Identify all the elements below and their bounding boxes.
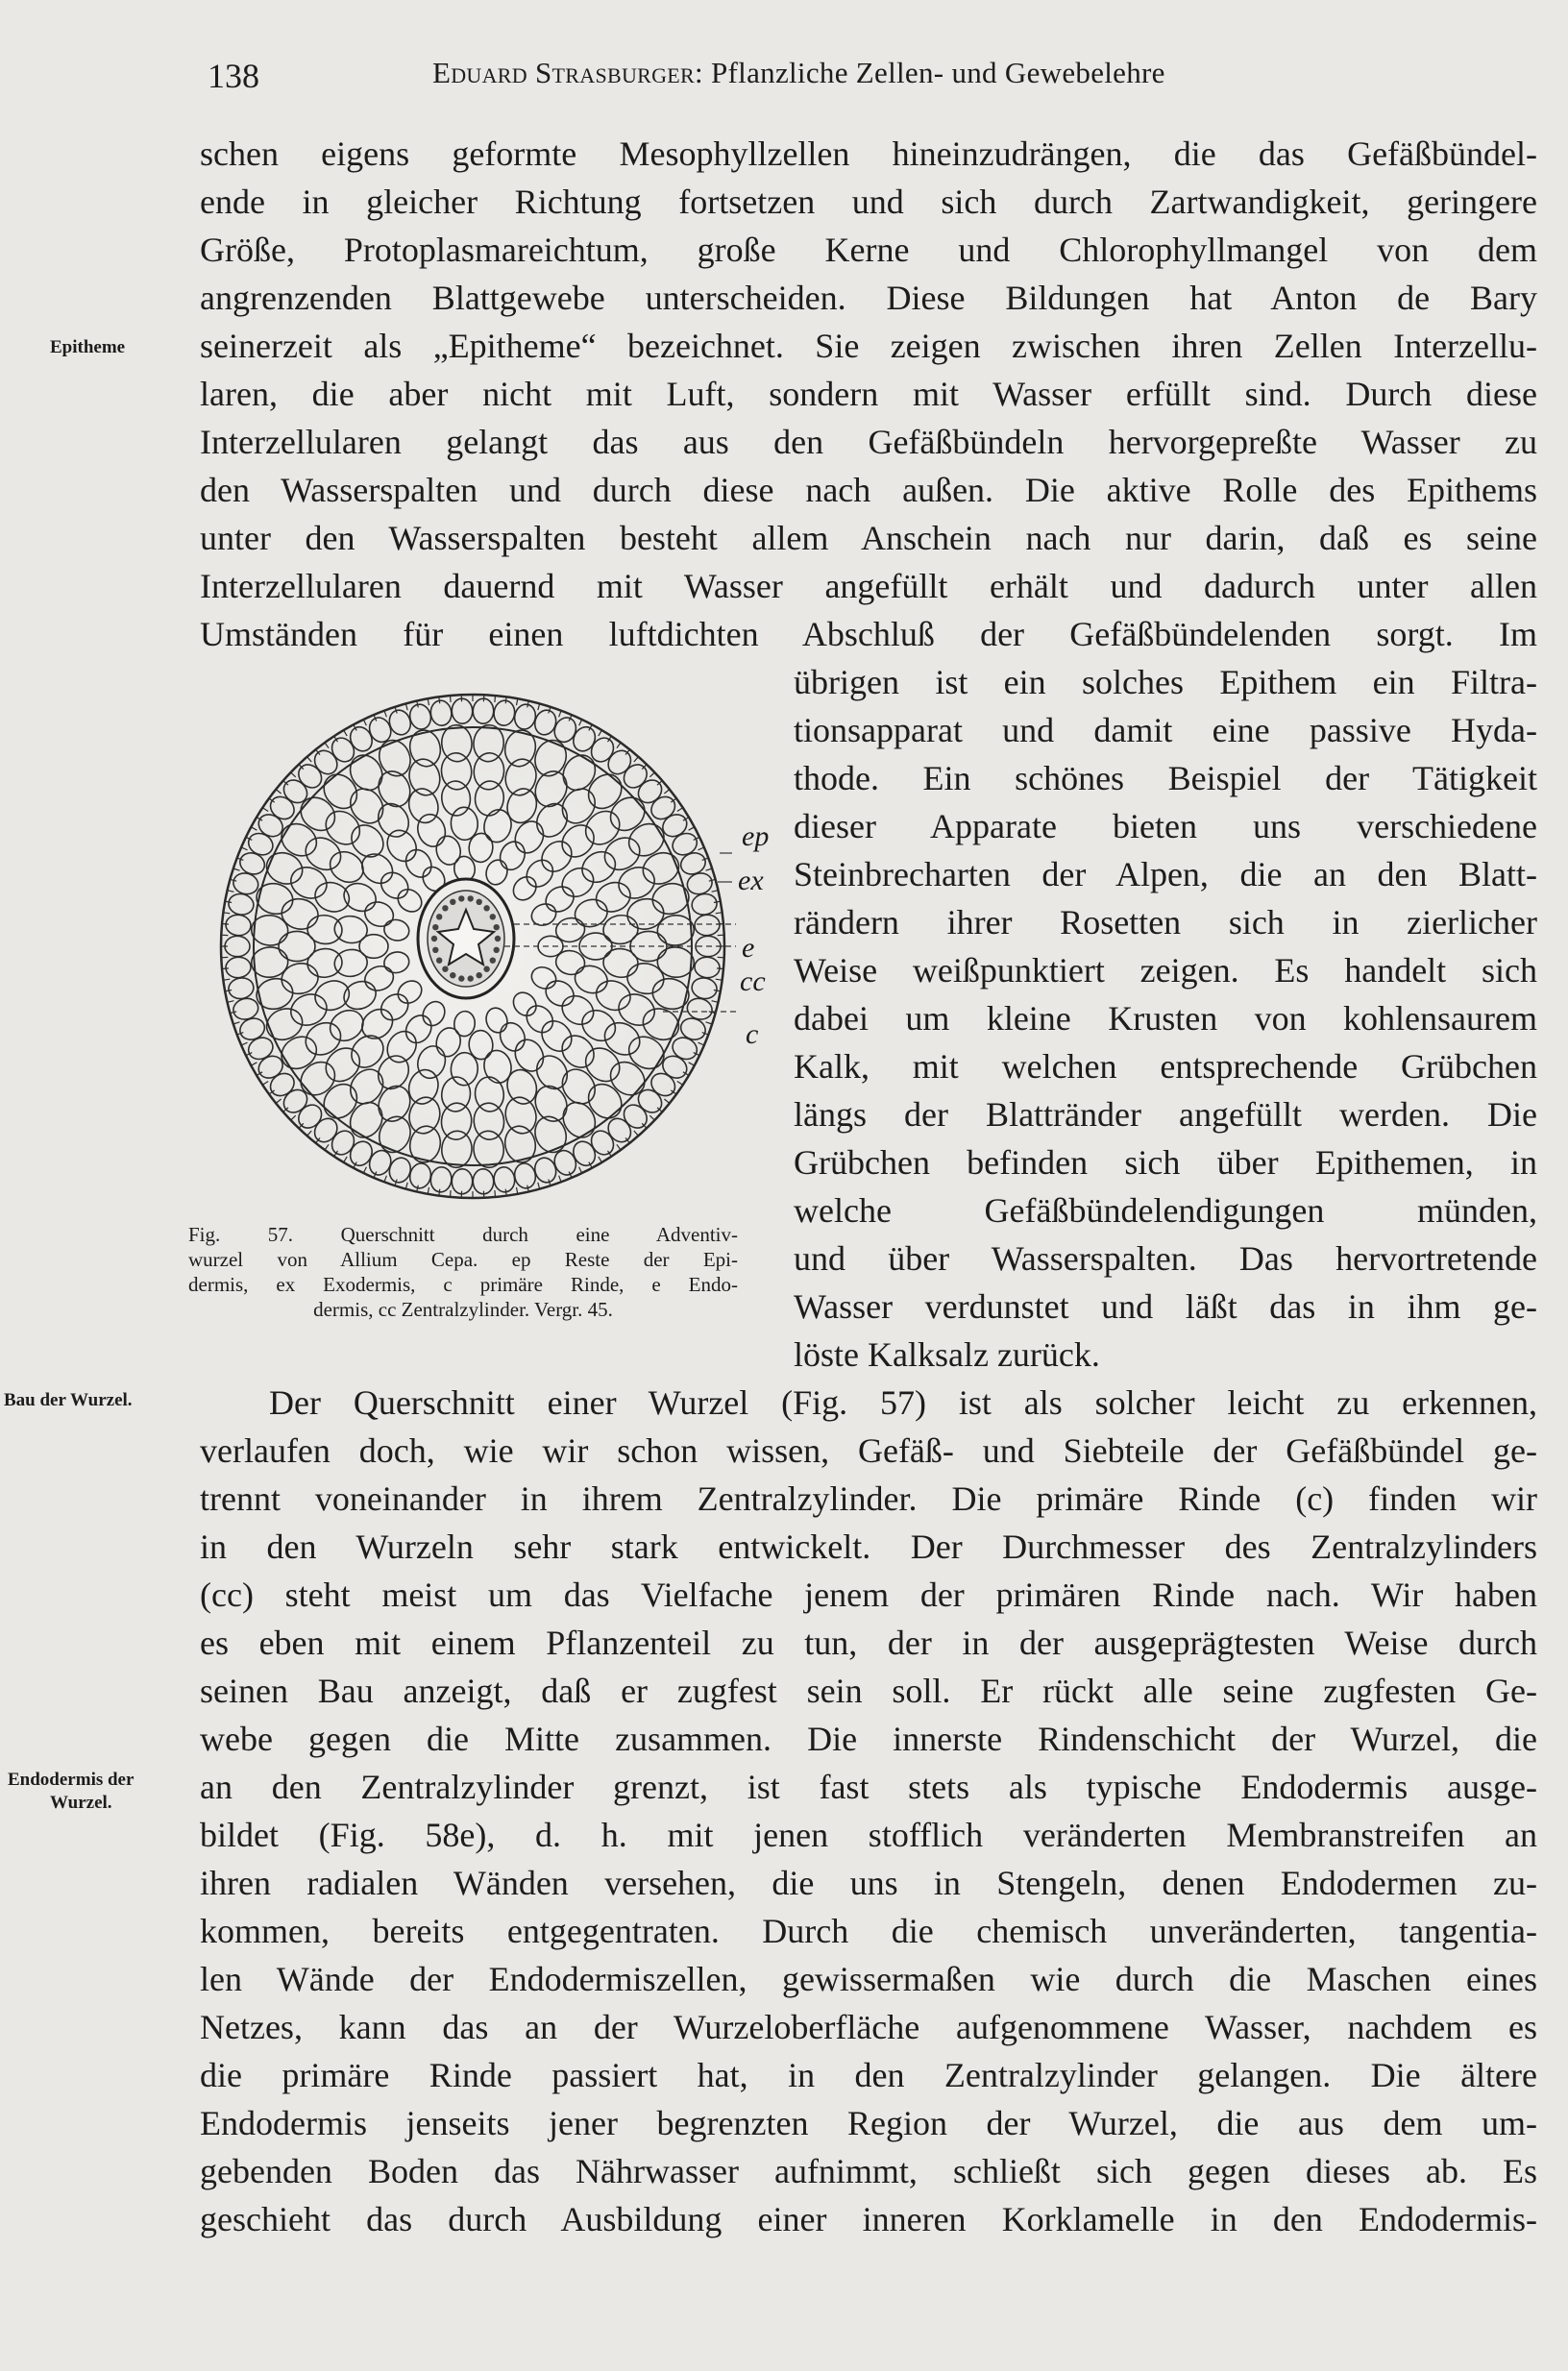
side-column-line: Grübchen befinden sich über Epithemen, in [794,1143,1537,1182]
margin-note-endodermis-line2: Wurzel. [50,1793,112,1813]
paragraph-2-line: bildet (Fig. 58e), d. h. mit jenen stofflich veränderten Membranstreifen an [200,1816,1537,1854]
stele-dot [442,905,448,911]
paragraph-2-first-line: Der Querschnitt einer Wurzel (Fig. 57) ist als solcher leicht zu erkennen, [269,1383,1537,1422]
stele-dot [442,966,448,972]
margin-note-epitheme: Epitheme [50,337,126,357]
label-c: c [746,1018,759,1050]
paragraph-1-line: unter den Wasserspalten besteht allem Anschein nach nur darin, daß es seine [200,519,1537,557]
paragraph-1-line: den Wasserspalten und durch diese nach außen. Die aktive Rolle des Epithems [200,471,1537,509]
paragraph-2-line: ihren radialen Wänden versehen, die uns in Stengeln, denen Endodermen zu- [200,1864,1537,1902]
stele-dot [468,895,474,901]
epidermis-tick [451,696,452,702]
stele-dot [458,975,464,981]
paragraph-2-line: Netzes, kann das an der Wurzeloberfläche aufgenommene Wasser, nachdem es [200,2008,1537,2046]
stele-dot [432,947,438,953]
paragraph-2-line: kommen, bereits entgegentraten. Durch die chemisch unveränderten, tangentia- [200,1912,1537,1950]
stele-dot [494,924,500,930]
paragraph-2-line: an den Zentralzylinder grenzt, ist fast stets als typische Endodermis ausge- [200,1768,1537,1806]
stele-dot [450,972,455,978]
stele-dot [490,958,496,964]
side-column-line: Weise weißpunktiert zeigen. Es handelt sich [794,951,1537,990]
root-cross-section-figure [211,672,788,1220]
margin-note-endodermis-line1: Endodermis der [8,1770,135,1790]
label-e: e [742,932,755,964]
epidermis-tick [222,968,229,969]
paragraph-1-line: schen eigens geformte Mesophyllzellen hineinzudrängen, die das Gefäßbündel- [200,134,1537,173]
figure-caption [188,1222,738,1322]
side-column-line: welche Gefäßbündelendigungen münden, [794,1191,1537,1230]
stele-dot [477,972,482,978]
label-ex: ex [738,865,764,896]
paragraph-1-line: Interzellularen gelangt das aus den Gefäßbündeln hervorgepreßte Wasser zu [200,423,1537,461]
author-name: Eduard Strasburger [432,56,696,89]
stele-dot [495,936,501,941]
side-column-line: Steinbrecharten der Alpen, die an den Blatt- [794,855,1537,893]
paragraph-1-line: angrenzenden Blattgewebe unterscheiden. Diese Bildungen hat Anton de Bary [200,279,1537,317]
paragraph-2-line: geschieht das durch Ausbildung einer inneren Korklamelle in den Endodermis- [200,2200,1537,2238]
side-column-line: übrigen ist ein solches Epithem ein Filtra- [794,663,1537,701]
paragraph-2-line: seinen Bau anzeigt, daß er zugfest sein soll. Er rückt alle seine zugfesten Ge- [200,1672,1537,1710]
paragraph-2-line: es eben mit einem Pflanzenteil zu tun, der in der ausgeprägtesten Weise durch [200,1624,1537,1662]
stele-dot [431,936,437,941]
stele-dot [483,905,489,911]
paragraph-2-line: webe gegen die Mitte zusammen. Die innerste Rindenschicht der Wurzel, die [200,1720,1537,1758]
epidermis-tick [451,1190,452,1197]
caption-line: dermis, ex Exodermis, c primäre Rinde, e Endo- [188,1273,738,1296]
paragraph-1-line: Interzellularen dauernd mit Wasser angefüllt erhält und dadurch unter allen [200,567,1537,605]
stele-dot [490,914,496,919]
paragraph-1-line: Umständen für einen luftdichten Abschluß der Gefäßbündelenden sorgt. Im [200,615,1537,653]
running-head [208,56,1533,100]
margin-note-bau-der-wurzel: Bau der Wurzel. [4,1390,133,1410]
stele-dot [468,975,474,981]
side-column-line: dabei um kleine Krusten von kohlensaurem [794,999,1537,1038]
side-column-line: Kalk, mit welchen entsprechende Grübchen [794,1047,1537,1086]
stele-dot [432,924,438,930]
paragraph-2-line: in den Wurzeln sehr stark entwickelt. Der Durchmesser des Zentralzylinders [200,1528,1537,1566]
paragraph-1-line: ende in gleicher Richtung fortsetzen und sich durch Zartwandigkeit, geringere [200,183,1537,221]
stele-dot [483,966,489,972]
paragraph-1-line: Größe, Protoplasmareichtum, große Kerne und Chlorophyllmangel von dem [200,231,1537,269]
page-number: 138 [208,57,259,95]
side-column-line: Wasser verdunstet und läßt das in ihm ge- [794,1287,1537,1326]
paragraph-1-line: seinerzeit als „Epitheme“ bezeichnet. Sie zeigen zwischen ihren Zellen Interzellu- [200,327,1537,365]
paragraph-2-line: len Wände der Endodermiszellen, gewissermaßen wie durch die Maschen eines [200,1960,1537,1998]
side-column-line: tionsapparat und damit eine passive Hyda- [794,711,1537,749]
epidermis-tick [222,924,229,925]
epidermis-tick [717,968,723,969]
caption-line: dermis, cc Zentralzylinder. Vergr. 45. [313,1298,613,1321]
paragraph-2-line: gebenden Boden das Nährwasser aufnimmt, schließt sich gegen dieses ab. Es [200,2152,1537,2190]
side-column-line: längs der Blattränder angefüllt werden. Die [794,1095,1537,1134]
side-column-line: löste Kalksalz zurück. [794,1335,1100,1374]
caption-line: Fig. 57. Querschnitt durch eine Adventiv- [188,1223,738,1246]
book-title: Pflanzliche Zellen- und Gewebelehre [711,56,1165,89]
stele-dot [436,958,442,964]
paragraph-1-line: laren, die aber nicht mit Luft, sondern mit Wasser erfüllt sind. Durch diese [200,375,1537,413]
stele-dot [458,895,464,901]
paragraph-2-line: die primäre Rinde passiert hat, in den Zentralzylinder gelangen. Die ältere [200,2056,1537,2094]
side-column-line: thode. Ein schönes Beispiel der Tätigkeit [794,759,1537,797]
side-column-line: dieser Apparate bieten uns verschiedene [794,807,1537,845]
stele-dot [477,899,482,905]
paragraph-2-line: (cc) steht meist um das Vielfache jenem der primären Rinde nach. Wir haben [200,1576,1537,1614]
label-ep: ep [742,820,770,852]
epidermis-tick [495,1190,496,1197]
title-separator: : [695,56,703,89]
stele-dot [450,899,455,905]
side-column-line: und über Wasserspalten. Das hervortretende [794,1239,1537,1278]
running-title [432,56,1165,90]
paragraph-2-line: trennt voneinander in ihrem Zentralzylinder. Die primäre Rinde (c) finden wir [200,1479,1537,1518]
stele-dot [436,914,442,919]
epidermis-tick [495,696,496,702]
side-column-line: rändern ihrer Rosetten sich in zierlicher [794,903,1537,941]
paragraph-2-line: verlaufen doch, wie wir schon wissen, Gefäß- und Siebteile der Gefäßbündel ge- [200,1431,1537,1470]
stele-dot [494,947,500,953]
paragraph-2-line: Endodermis jenseits jener begrenzten Region der Wurzel, die aus dem um- [200,2104,1537,2142]
caption-line: wurzel von Allium Cepa. ep Reste der Epi- [188,1248,738,1271]
label-cc: cc [740,966,766,997]
